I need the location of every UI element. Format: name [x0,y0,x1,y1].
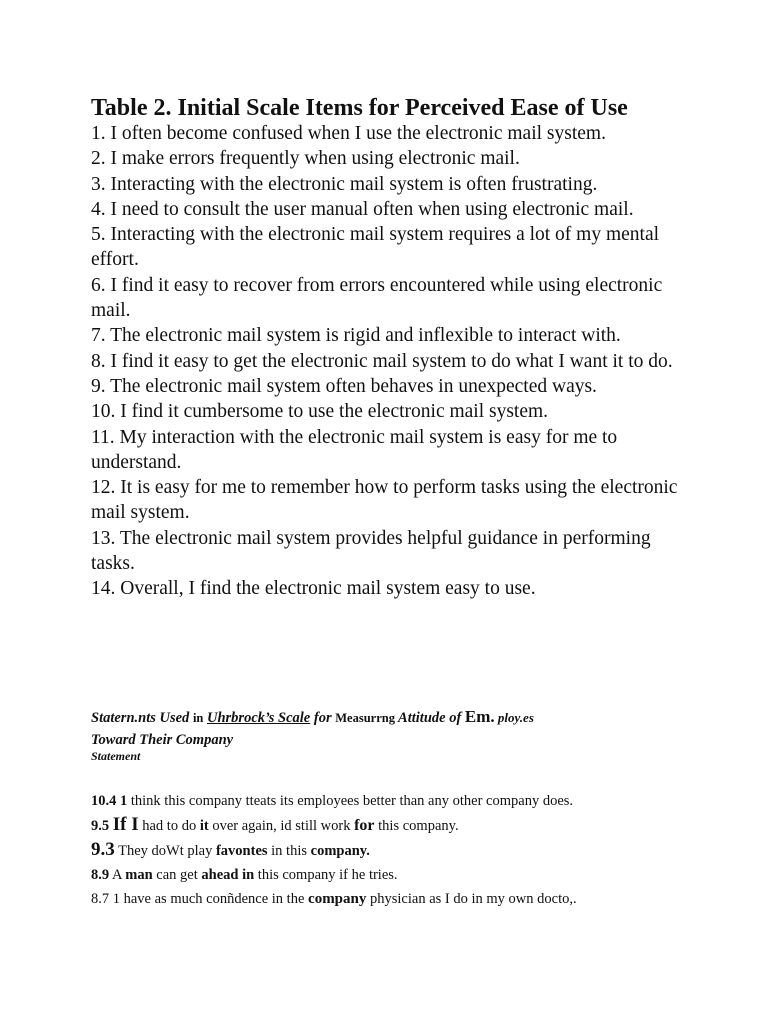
statement-text: can get [152,867,202,883]
column-label: Statement [91,749,141,763]
statements-list [91,789,711,911]
list-item: 12. It is easy for me to remember how to perform tasks using the electronic mail system. [91,477,678,524]
heading-text: Measurrng [335,711,395,725]
statement-text: man [125,867,153,883]
section-heading [91,706,711,751]
list-item: 1. I often become confused when I use the electronic mail system. [91,123,606,144]
statement-text: company [308,891,367,907]
statement-row [91,789,711,813]
list-item: 5. Interacting with the electronic mail system requires a lot of my mental effort. [91,224,660,271]
list-item: 10. I find it cumbersome to use the electronic mail system. [91,401,549,423]
list-item: 6. I find it easy to recover from errors encountered while using electronic mail. [91,274,663,322]
statement-text: They doWt play [114,843,216,859]
statement-row [91,813,711,838]
statement-value: 9.3 [91,839,115,860]
list-item: 3. Interacting with the electronic mail system is often frustrating. [91,173,598,195]
statement-text: in this [267,843,311,859]
statement-text: 8.7 1 have as much conñdence in the [91,891,309,907]
list-item: 7. The electronic mail system is rigid and inflexible to interact with. [91,325,621,347]
statement-text: this company. [374,818,459,834]
statement-row [91,863,711,887]
heading-text: Em. [464,707,495,726]
statement-text: think this company tteats its employees better than any other company does. [127,793,574,809]
heading-text: ploy.es [494,710,534,725]
heading-text: Toward Their Company [91,732,234,748]
table-title: Table 2. Initial Scale Items for Perceived Ease of Use [91,95,628,121]
heading-text: Attitude of [394,710,465,726]
list-item: 8. I find it easy to get the electronic mail system to do what I want it to do. [91,350,673,372]
list-item: 14. Overall, I find the electronic mail system easy to use. [91,578,536,600]
heading-text: in [192,711,204,725]
statement-value: 10.4 1 [91,793,128,809]
list-item: 2. I make errors frequently when using electronic mail. [91,148,520,170]
list-item: 4. I need to consult the user manual often when using electronic mail. [91,198,634,220]
statement-text: If I [112,814,139,835]
heading-scale-name: Uhrbrock’s Scale [207,710,311,726]
statement-text: company. [310,843,370,859]
statement-text: physician as I do in my own docto,. [366,891,577,907]
statement-row [91,887,711,911]
scanned-section [91,706,711,911]
statement-text: for [354,817,375,834]
statement-value: 9.5 [91,818,110,834]
statement-text: A [109,867,126,883]
statement-text: over again, id still work [208,818,355,834]
statement-text: favontes [215,843,268,859]
list-item: 9. The electronic mail system often behaves in unexpected ways. [91,375,597,397]
statement-row [91,838,711,863]
statement-value: 8.9 [91,867,110,883]
list-item: 13. The electronic mail system provides helpful guidance in performing tasks. [91,527,651,575]
statement-text: had to do [138,818,200,834]
scale-items-list [91,121,691,602]
list-item: 11. My interaction with the electronic mail system is easy for me to understand. [91,426,618,473]
heading-text: Statern.nts Used [91,710,193,726]
statement-text: ahead in [201,867,255,883]
heading-text: for [310,710,336,726]
statement-text: this company if he tries. [254,867,398,883]
statement-text: it [199,818,209,834]
